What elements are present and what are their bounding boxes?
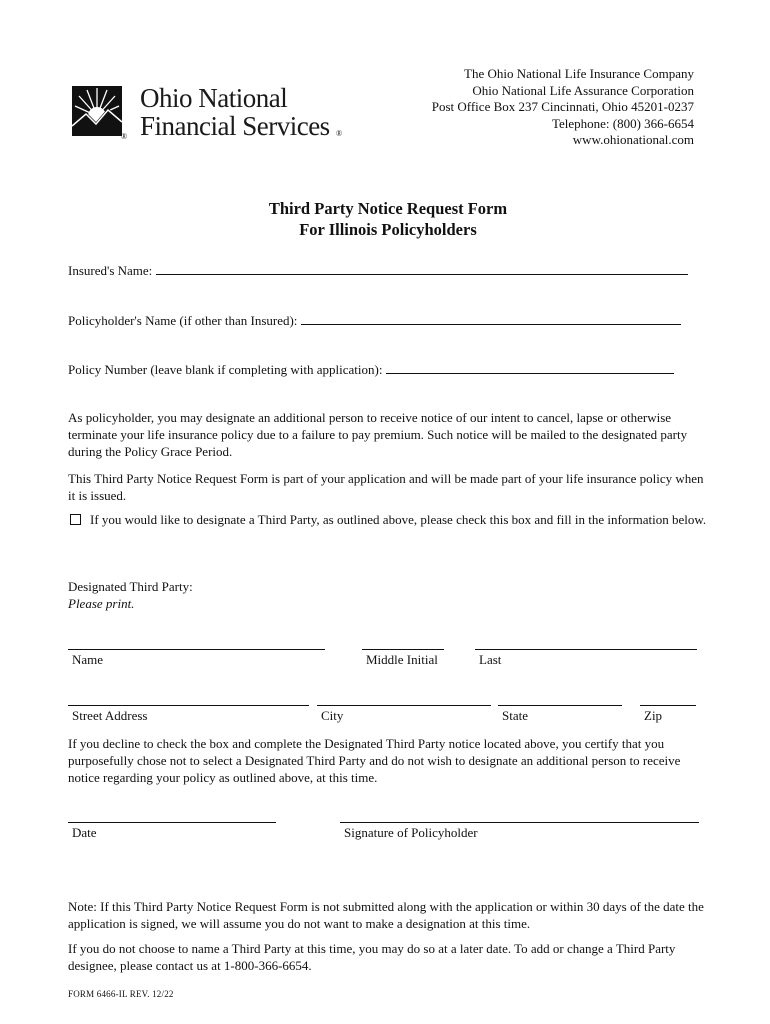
registered-mark-icon: ®: [336, 129, 343, 138]
later-designation-note: If you do not choose to name a Third Party at this time, you may do so at a later date. To add or change a Third Party designee, please contact us at 1-800-366-6654.: [68, 941, 676, 973]
city-field[interactable]: [317, 705, 491, 706]
logo-line1: Ohio National: [140, 83, 288, 113]
decline-certification: If you decline to check the box and complete the Designated Third Party notice located above, you certify that you purposefully chose not to select a Designated Third Party and do not wish to designate an additional person to receive notice regarding your policy as outlined above, at this time.: [68, 736, 681, 785]
date-field[interactable]: [68, 822, 276, 823]
street-address-field[interactable]: [68, 705, 309, 706]
registered-mark-icon: ®: [121, 132, 128, 141]
date-label: Date: [72, 825, 97, 840]
first-name-field[interactable]: [68, 649, 325, 650]
designated-third-party-label: Designated Third Party:: [68, 579, 193, 594]
form-title-line1: Third Party Notice Request Form: [268, 199, 508, 218]
logo-line2: Financial Services: [140, 111, 330, 141]
designation-explanation: As policyholder, you may designate an additional person to receive notice of our intent to cancel, lapse or otherwise terminate your life insurance policy due to a failure to pay premium. Such notice will be mailed to the designated party during the Policy Grace Period.: [68, 410, 688, 459]
checkbox-label: If you would like to designate a Third Party, as outlined above, please check this box and fill in the information below.: [90, 512, 707, 527]
policyholder-name-label: Policyholder's Name (if other than Insured):: [68, 313, 298, 328]
signature-label: Signature of Policyholder: [344, 825, 478, 840]
please-print-note: Please print.: [68, 596, 135, 611]
signature-field[interactable]: [340, 822, 699, 823]
policyholder-name-row: [68, 312, 681, 329]
company-name-1: The Ohio National Life Insurance Company: [464, 66, 694, 81]
application-notice: This Third Party Notice Request Form is part of your application and will be made part of your life insurance policy when it is issued.: [68, 471, 704, 503]
designate-third-party-option: [68, 511, 708, 528]
company-website[interactable]: www.ohionational.com: [572, 132, 694, 147]
company-address-block: [432, 66, 694, 149]
company-telephone: Telephone: (800) 366-6654: [551, 115, 694, 131]
middle-initial-label: Middle Initial: [366, 652, 438, 667]
last-name-label: Last: [479, 652, 502, 667]
company-logo-text: [140, 84, 330, 140]
insured-name-field[interactable]: [156, 262, 688, 275]
middle-initial-field[interactable]: [362, 649, 444, 650]
policyholder-name-field[interactable]: [301, 312, 681, 325]
state-field[interactable]: [498, 705, 622, 706]
insured-name-label: Insured's Name:: [68, 263, 153, 278]
company-address: Post Office Box 237 Cincinnati, Ohio 45201-0237: [431, 99, 694, 114]
designate-third-party-checkbox[interactable]: [70, 514, 81, 525]
company-name-2: Ohio National Life Assurance Corporation: [472, 82, 694, 98]
policy-number-field[interactable]: [386, 361, 674, 374]
form-title-line2: For Illinois Policyholders: [299, 220, 477, 239]
last-name-field[interactable]: [475, 649, 697, 650]
submission-note: Note: If this Third Party Notice Request Form is not submitted along with the application or within 30 days of the date the application is signed, we will assume you do not want to make a designation at this time.: [68, 899, 704, 931]
policy-number-label: Policy Number (leave blank if completing with application):: [68, 362, 383, 377]
street-address-label: Street Address: [72, 708, 148, 723]
form-number: FORM 6466-IL REV. 12/22: [68, 989, 174, 999]
policy-number-row: [68, 361, 674, 378]
insured-name-row: [68, 262, 688, 279]
zip-field[interactable]: [640, 705, 696, 706]
ohio-national-logo-icon: [72, 86, 122, 136]
zip-label: Zip: [644, 708, 663, 723]
name-label: Name: [72, 652, 104, 667]
form-title: [0, 198, 770, 240]
state-label: State: [502, 708, 528, 723]
city-label: City: [321, 708, 344, 723]
